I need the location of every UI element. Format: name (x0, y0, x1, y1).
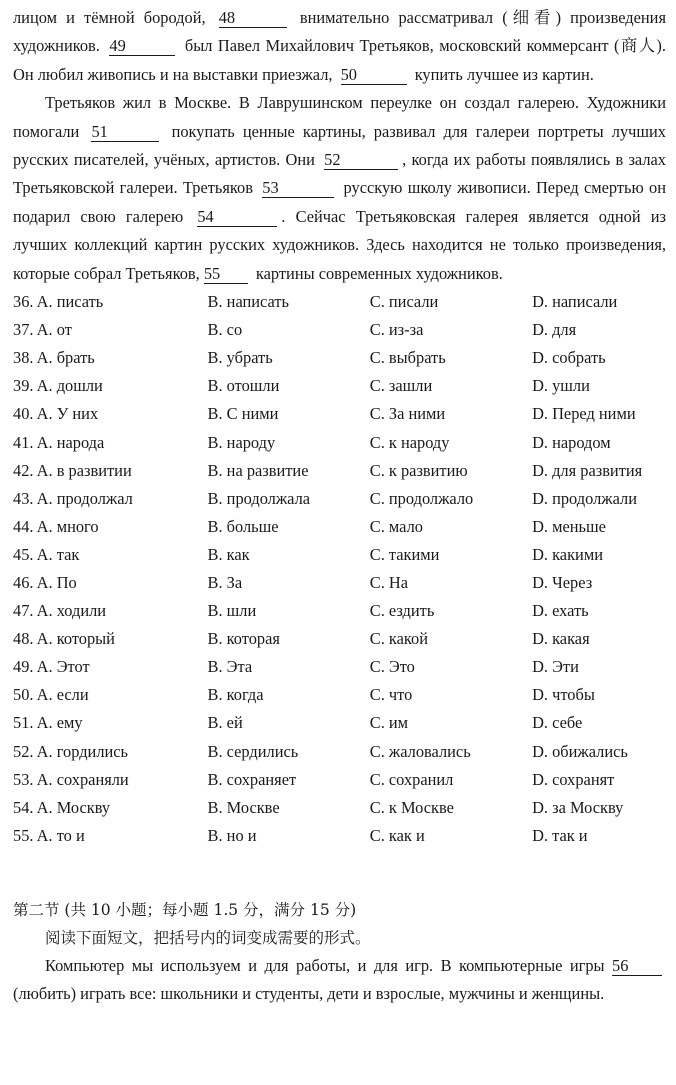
text-run: Компьютер мы используем и для работы, и для игр. В компьютерные игры (45, 955, 612, 975)
option-row (13, 569, 666, 597)
options-table (13, 288, 666, 850)
option-row (13, 766, 666, 794)
option-c: C. сохранил (369, 769, 454, 789)
option-a: 52. A. гордились (13, 741, 129, 761)
option-a: 51. A. ему (13, 713, 83, 733)
option-b: B. но и (207, 825, 257, 845)
option-row (13, 429, 666, 457)
option-d: D. меньше (532, 516, 606, 536)
option-row (13, 541, 666, 569)
option-b: B. убрать (207, 348, 273, 368)
option-d: D. чтобы (532, 685, 595, 705)
passage-paragraph-1 (13, 4, 666, 89)
option-d: D. написали (532, 292, 618, 312)
blank-54: 54 (197, 208, 277, 227)
option-row (13, 709, 666, 737)
option-d: D. ехать (532, 601, 589, 621)
option-d: D. сохранят (532, 769, 615, 789)
option-d: D. для (532, 320, 577, 340)
option-d: D. ушли (532, 376, 590, 396)
option-c: C. к развитию (369, 460, 468, 480)
option-a: 48. A. который (13, 629, 115, 649)
option-d: D. для развития (532, 460, 643, 480)
option-c: C. к Москве (369, 797, 454, 817)
option-b: B. на развитие (207, 460, 309, 480)
option-row (13, 372, 666, 400)
option-b: B. Эта (207, 657, 253, 677)
option-row (13, 653, 666, 681)
section-2-instruction: 阅读下面短文，把括号内的词变成需要的形式。 (45, 928, 371, 947)
text-run: лицом и тёмной бородой, (13, 8, 215, 27)
option-d: D. какая (532, 629, 590, 649)
option-row (13, 794, 666, 822)
option-b: B. написать (207, 292, 290, 312)
text-run: купить лучшее из картин. (410, 64, 594, 84)
option-b: B. когда (207, 685, 264, 705)
option-a: 40. A. У них (13, 404, 99, 424)
text-run: картины современных художников. (251, 263, 503, 283)
option-c: C. На (369, 573, 409, 592)
option-a: 41. A. народа (13, 432, 105, 452)
blank-56: 56 (612, 957, 662, 976)
option-c: C. мало (369, 516, 423, 536)
option-row (13, 822, 666, 850)
option-b: B. как (207, 544, 250, 564)
blank-50: 50 (341, 66, 407, 85)
option-a: 44. A. много (13, 516, 99, 536)
option-b: B. продолжала (207, 488, 311, 508)
option-d: D. Эти (532, 657, 579, 677)
blank-53: 53 (262, 179, 334, 198)
option-b: B. Москве (207, 797, 280, 817)
option-row (13, 457, 666, 485)
option-row (13, 316, 666, 344)
option-a: 46. A. По (13, 573, 77, 592)
option-a: 43. A. продолжал (13, 488, 133, 508)
option-d: D. обижались (532, 741, 628, 761)
option-b: B. больше (207, 516, 279, 536)
option-b: B. сохраняет (207, 769, 297, 789)
option-c: C. продолжало (369, 488, 474, 508)
blank-55: 55 (204, 265, 248, 284)
option-a: 47. A. ходили (13, 601, 107, 621)
text-run: (любить) играть все: школьники и студенты, дети и взрослые, мужчины и женщины. (13, 984, 605, 1004)
option-d: D. за Москву (532, 797, 624, 817)
option-d: D. Через (532, 573, 593, 592)
option-a: 37. A. от (13, 320, 72, 340)
text-run: был Павел Михайлович Третьяков, московский коммерсант (商人). Он любил живопись и на выставки приезжал, (13, 36, 666, 84)
option-a: 36. A. писать (13, 292, 104, 312)
option-c: C. писали (369, 292, 439, 312)
option-row (13, 597, 666, 625)
option-row (13, 738, 666, 766)
option-c: C. Это (369, 657, 415, 677)
passage-paragraph-2 (13, 89, 666, 288)
option-b: B. шли (207, 601, 257, 621)
option-a: 54. A. Москву (13, 797, 111, 817)
option-d: D. себе (532, 713, 583, 733)
option-a: 49. A. Этот (13, 657, 90, 677)
blank-48: 48 (219, 9, 287, 28)
option-c: C. что (369, 685, 413, 705)
option-c: C. ездить (369, 601, 435, 621)
option-b: B. со (207, 320, 243, 340)
option-d: D. какими (532, 544, 603, 564)
section-2-paragraph-1 (13, 952, 666, 1009)
option-b: B. которая (207, 629, 280, 649)
option-row (13, 513, 666, 541)
option-row (13, 625, 666, 653)
option-a: 42. A. в развитии (13, 460, 132, 480)
option-c: C. За ними (369, 404, 446, 424)
option-c: C. такими (369, 544, 440, 564)
option-a: 50. A. если (13, 685, 89, 705)
blank-49: 49 (109, 37, 175, 56)
text-run: , когда их работы появлялись в залах Третьяковской галереи. Третьяков (13, 150, 666, 198)
option-c: C. из-за (369, 320, 424, 340)
option-a: 53. A. сохраняли (13, 769, 129, 789)
option-b: B. С ними (207, 404, 279, 424)
option-a: 38. A. брать (13, 348, 95, 368)
text-run: . Сейчас Третьяковская галерея является одной из лучших коллекций картин русских художников. Здесь находится не только произведения, которые собрал Третьяков, (13, 206, 666, 283)
option-b: B. народу (207, 432, 276, 452)
option-b: B. отошли (207, 376, 280, 396)
option-a: 55. A. то и (13, 825, 85, 845)
text-run: покупать ценные картины, развивал для галереи портреты лучших русских писателей, учёных, артистов. Они (13, 121, 666, 170)
option-c: C. выбрать (369, 348, 446, 368)
option-c: C. как и (369, 825, 425, 845)
option-a: 39. A. дошли (13, 376, 103, 396)
option-c: C. им (369, 713, 409, 733)
option-c: C. к народу (369, 432, 450, 452)
blank-51: 51 (91, 123, 159, 142)
option-row (13, 681, 666, 709)
option-b: B. сердились (207, 741, 299, 761)
option-c: C. жаловались (369, 741, 471, 761)
text-run: Третьяков жил в Москве. В Лаврушинском переулке он создал галерею. Художники помогали (13, 93, 666, 141)
option-d: D. Перед ними (532, 404, 636, 424)
text-run: внимательно рассматривал (细看) произведения художников. (13, 8, 666, 56)
blank-52: 52 (324, 151, 398, 170)
option-a: 45. A. так (13, 544, 80, 564)
option-row (13, 344, 666, 372)
option-row (13, 288, 666, 316)
option-c: C. какой (369, 629, 428, 649)
option-b: B. За (207, 573, 243, 592)
option-c: C. зашли (369, 376, 433, 396)
option-d: D. собрать (532, 348, 606, 368)
option-d: D. народом (532, 432, 611, 452)
option-row (13, 400, 666, 428)
option-b: B. ей (207, 713, 243, 733)
option-d: D. так и (532, 825, 588, 845)
option-d: D. продолжали (532, 488, 637, 508)
text-run: русскую школу живописи. Перед смертью он подарил свою галерею (13, 178, 666, 226)
document-page (0, 4, 676, 1085)
section-2-title: 第二节 (共 10 小题；每小题 1.5 分，满分 15 分) (13, 900, 357, 919)
option-row (13, 485, 666, 513)
